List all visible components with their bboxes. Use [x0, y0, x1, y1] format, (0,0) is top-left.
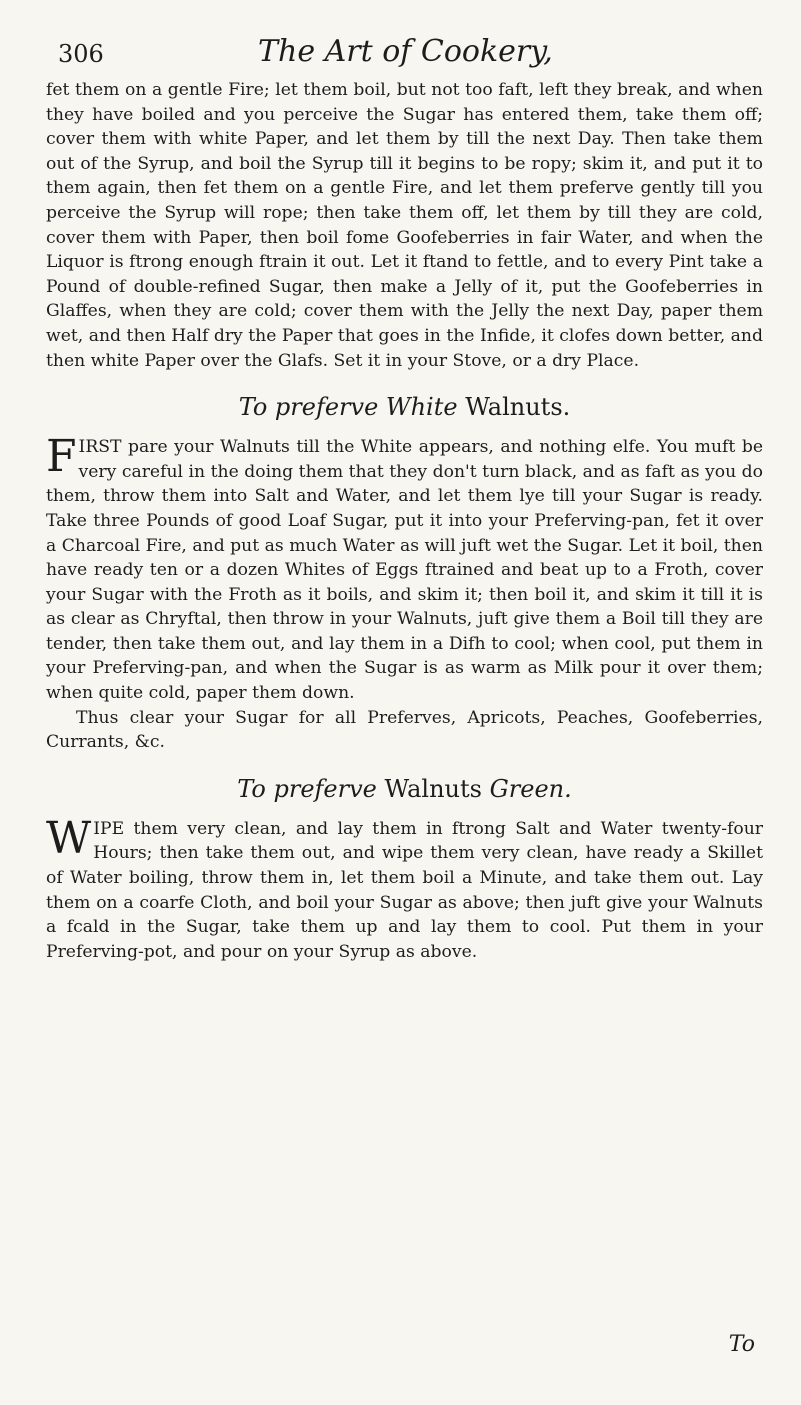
heading-italic-2: Green.: [489, 774, 572, 803]
heading-roman: Walnuts: [384, 774, 482, 803]
page-header: [46, 30, 763, 76]
heading-roman: Walnuts.: [465, 393, 571, 422]
continuation-paragraph: fet them on a gentle Fire; let them boil, but not too faft, left they break, and when they have boiled and you perceive the Sugar has entered them, take them off; cover them with white Paper, and let them by till the next Day. Then take them out of the Syrup, and boil the Syrup till it begins to be ropy; skim it, and put it to them again, then fet them on a gentle Fire, and let them preferve gently till you perceive the Syrup will rope; then take them off, let them by till they are cold, cover them with Paper, then boil fome Goofeberries in fair Water, and when the Liquor is ftrong enough ftrain it out. Let it ftand to fettle, and to every Pint take a Pound of double-refined Sugar, then make a Jelly of it, put the Goofeberries in Glaffes, when they are cold; cover them with the Jelly the next Day, paper them wet, and then Half dry the Paper that goes in the Infide, it clofes down better, and then white Paper over the Glafs. Set it in your Stove, or a dry Place.: [46, 80, 763, 371]
section-heading-green-walnuts: [46, 775, 763, 803]
heading-italic: To preferve White: [238, 393, 458, 422]
running-title: The Art of Cookery,: [258, 34, 553, 69]
white-walnuts-note: Thus clear your Sugar for all Preferves, Apricots, Peaches, Goofeberries, Currants, &c.: [46, 707, 763, 753]
white-walnuts-body: FIRST pare your Walnuts till the White appears, and nothing elfe. You muft be very careful in the doing them that they don't turn black, and as faft as you do them, throw them into Salt and Water, and let them lye till your Sugar is ready. Take three Pounds of good Loaf Sugar, put it into your Preferving-pan, fet it over a Charcoal Fire, and put as much Water as will juft wet the Sugar. Let it boil, then have ready ten or a dozen Whites of Eggs ftrained and beat up to a Froth, cover your Sugar with the Froth as it boils, and skim it; then boil it, and skim it till it is as clear as Chryftal, then throw in your Walnuts, juft give them a Boil till they are tender, then take them out, and lay them in a Difh to cool; when cool, put them in your Preferving-pan, and when the Sugar is as warm as Milk pour it over them; when quite cold, paper them down.: [46, 431, 763, 704]
catchword: To: [728, 1332, 755, 1357]
heading-italic: To preferve: [237, 774, 377, 803]
page-number: 306: [58, 40, 104, 68]
green-walnuts-body: WIPE them very clean, and lay them in ftrong Salt and Water twenty-four Hours; then take them out, and wipe them very clean, have ready a Skillet of Water boiling, throw them in, let them boil a Minute, and take them out. Lay them on a coarfe Cloth, and boil your Sugar as above; then juft give your Walnuts a fcald in the Sugar, take them up and lay them to cool. Put them in your Preferving-pot, and pour on your Syrup as above.: [46, 812, 763, 962]
section-heading-white-walnuts: [46, 393, 763, 421]
